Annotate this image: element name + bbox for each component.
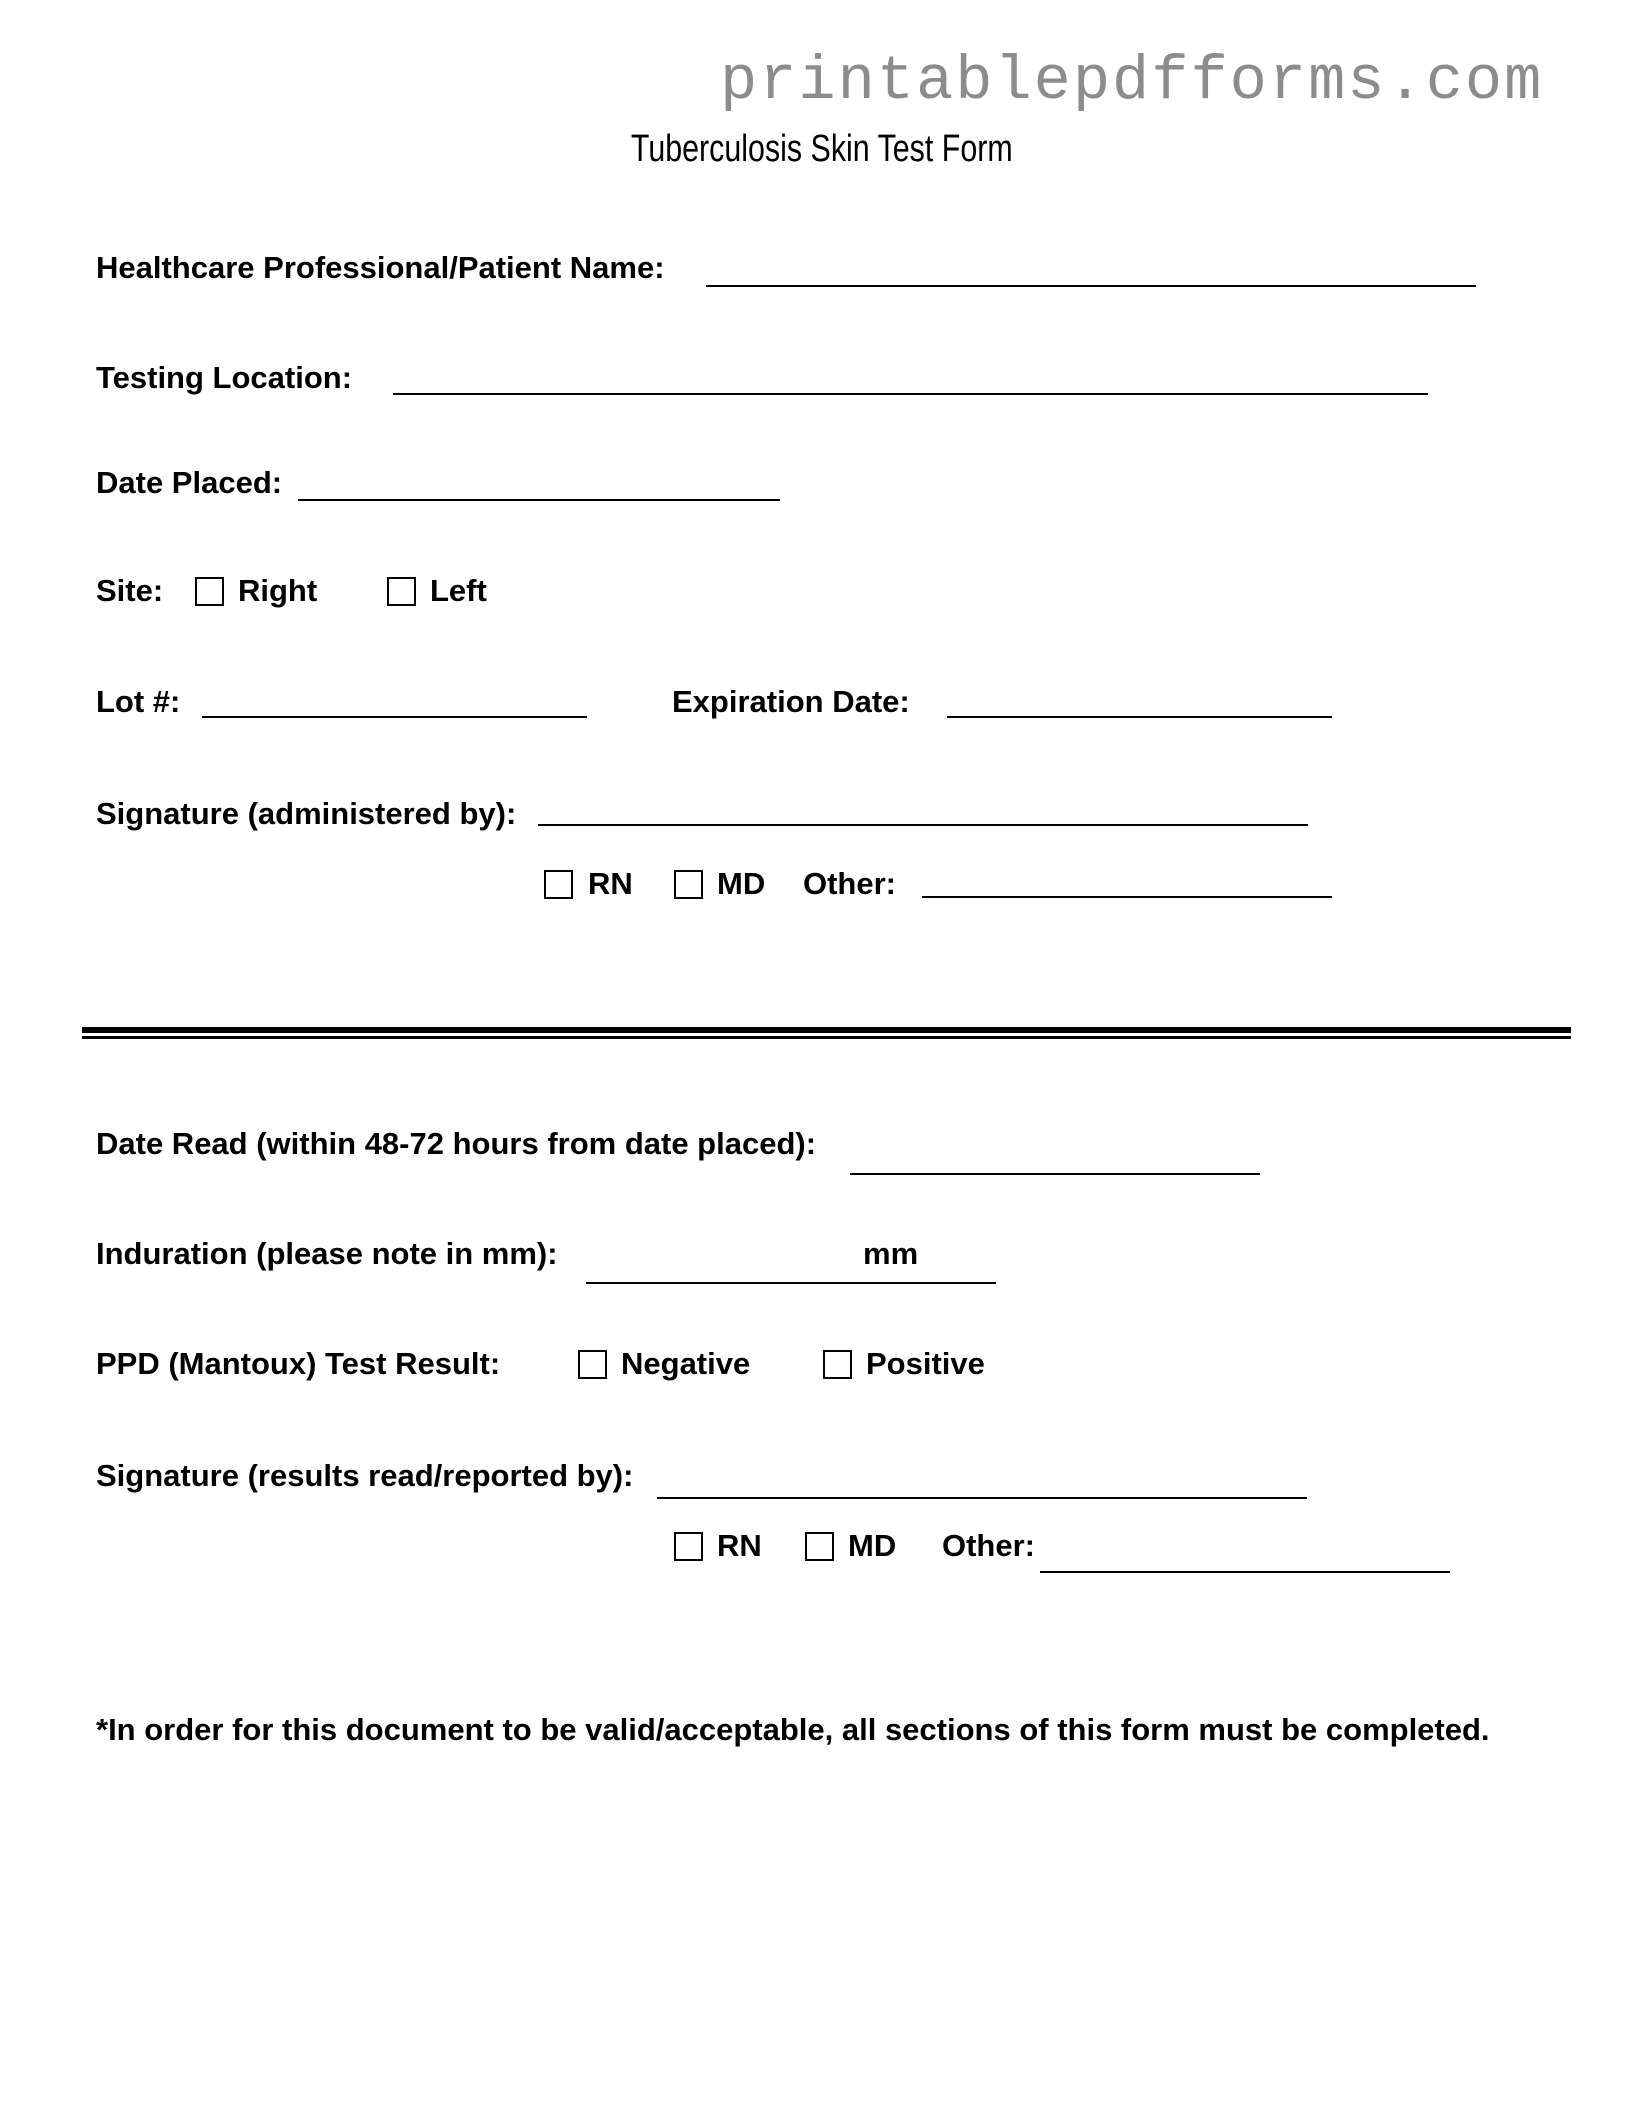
date-placed-label: Date Placed: — [96, 465, 283, 500]
read-rn-label: RN — [717, 1528, 762, 1563]
section-divider — [82, 1027, 1571, 1033]
read-rn-checkbox[interactable] — [674, 1532, 703, 1561]
expiration-date-label: Expiration Date: — [672, 684, 910, 719]
read-other-field[interactable] — [1040, 1571, 1450, 1573]
site-right-checkbox[interactable] — [195, 577, 224, 606]
site-label: Site: — [96, 573, 164, 608]
signature-read-label: Signature (results read/reported by): — [96, 1458, 634, 1493]
name-field[interactable] — [706, 285, 1476, 287]
date-placed-field[interactable] — [298, 499, 780, 501]
expiration-date-field[interactable] — [947, 716, 1332, 718]
administered-rn-label: RN — [588, 866, 633, 901]
induration-unit: mm — [863, 1236, 919, 1271]
read-md-checkbox[interactable] — [805, 1532, 834, 1561]
name-label: Healthcare Professional/Patient Name: — [96, 250, 665, 285]
administered-other-label: Other: — [803, 866, 896, 901]
administered-other-field[interactable] — [922, 896, 1332, 898]
lot-number-field[interactable] — [202, 716, 587, 718]
validity-footnote: *In order for this document to be valid/acceptable, all sections of this form must be completed. — [96, 1712, 1490, 1747]
induration-label: Induration (please note in mm): — [96, 1236, 558, 1271]
form-title: Tuberculosis Skin Test Form — [630, 128, 1013, 170]
result-negative-checkbox[interactable] — [578, 1350, 607, 1379]
site-left-label: Left — [430, 573, 487, 608]
site-right-label: Right — [238, 573, 318, 608]
read-other-label: Other: — [942, 1528, 1035, 1563]
result-negative-label: Negative — [621, 1346, 751, 1381]
signature-administered-field[interactable] — [538, 824, 1308, 826]
read-md-label: MD — [848, 1528, 897, 1563]
date-read-field[interactable] — [850, 1173, 1260, 1175]
induration-field[interactable] — [586, 1282, 996, 1284]
signature-read-field[interactable] — [657, 1497, 1307, 1499]
testing-location-label: Testing Location: — [96, 360, 353, 395]
signature-administered-label: Signature (administered by): — [96, 796, 517, 831]
administered-md-checkbox[interactable] — [674, 870, 703, 899]
section-divider-thin — [82, 1036, 1571, 1039]
date-read-label: Date Read (within 48-72 hours from date placed): — [96, 1126, 817, 1161]
administered-rn-checkbox[interactable] — [544, 870, 573, 899]
result-positive-checkbox[interactable] — [823, 1350, 852, 1379]
watermark: printablepdfforms.com — [720, 46, 1544, 117]
testing-location-field[interactable] — [393, 393, 1428, 395]
site-left-checkbox[interactable] — [387, 577, 416, 606]
administered-md-label: MD — [717, 866, 766, 901]
test-result-label: PPD (Mantoux) Test Result: — [96, 1346, 501, 1381]
result-positive-label: Positive — [866, 1346, 985, 1381]
lot-number-label: Lot #: — [96, 684, 181, 719]
